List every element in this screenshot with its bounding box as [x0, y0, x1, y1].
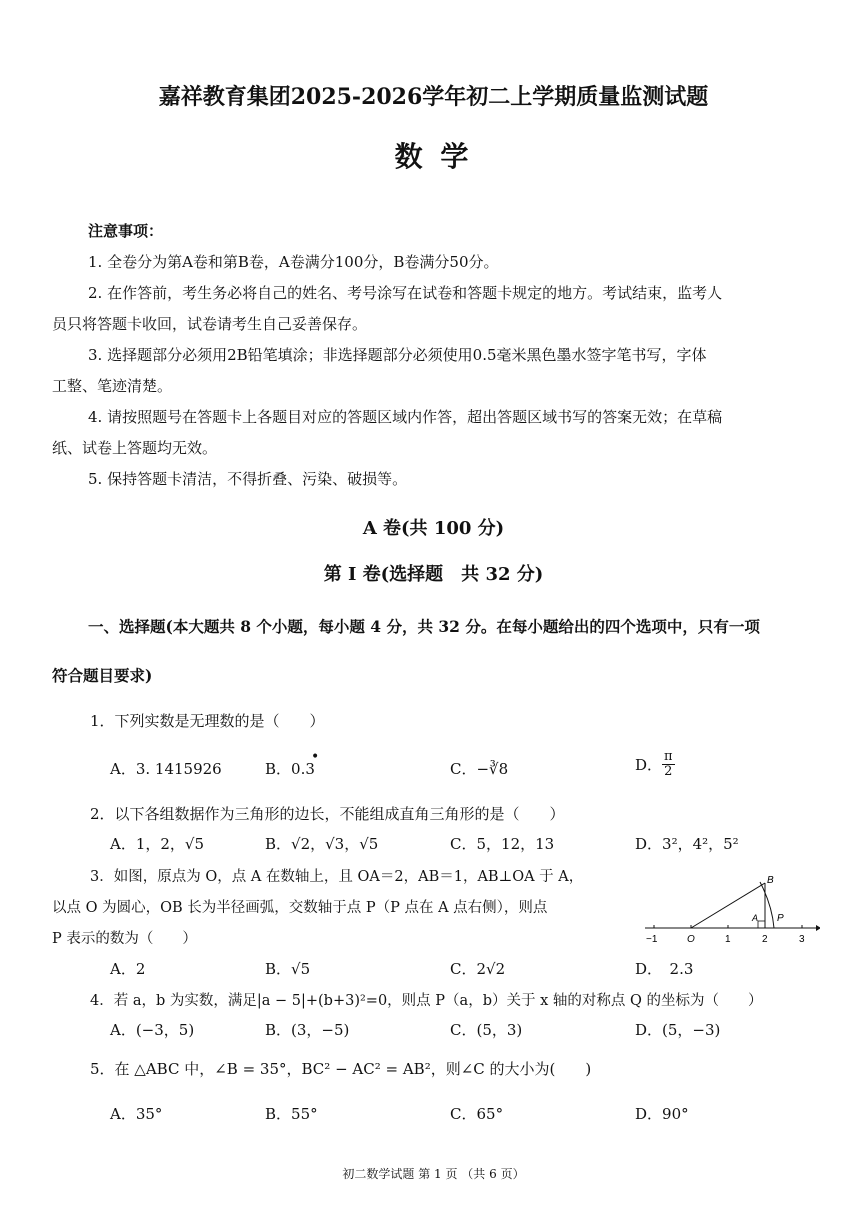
page-footer: 初二数学试题 第 1 页 （共 6 页） [342, 1167, 525, 1181]
repeat-dot-icon: • [311, 749, 320, 765]
tick-label: O [687, 934, 695, 945]
q2-option-b: B．√2，√3，√5 [265, 835, 379, 853]
q5-stem: 5．在 △ABC 中，∠B = 35°，BC² − AC² = AB²，则∠C 的大小为( ) [90, 1060, 592, 1078]
q4-option-d: D．(5，−3) [635, 1021, 721, 1039]
number-line-figure [640, 865, 820, 950]
q5-option-a: A．35° [110, 1105, 163, 1123]
q1-option-d: D． $\frac{\pi}{2}$ [635, 749, 673, 779]
q4-option-c: C．(5，3) [450, 1021, 523, 1039]
subject-title: 数 学 [394, 140, 473, 173]
instructions-line-1: 一、选择题(本大题共 8 个小题，每小题 4 分，共 32 分。在每小题给出的四个选项中，只有一项 [88, 617, 760, 636]
notice-item-1: 1. 全卷分为第A卷和第B卷，A卷满分100分，B卷满分50分。 [88, 253, 499, 271]
notice-item-4-cont: 纸、试卷上答题均无效。 [52, 439, 218, 457]
q3-line-1: 3．如图，原点为 O，点 A 在数轴上，且 OA＝2，AB＝1，AB⊥OA 于 A， [90, 869, 584, 885]
notice-item-3-cont: 工整、笔迹清楚。 [52, 377, 173, 395]
q3-line-2: 以点 O 为圆心，OB 长为半径画弧，交数轴于点 P（P 点在 A 点右侧），则点 [52, 900, 548, 916]
notice-item-3: 3. 选择题部分必须用2B铅笔填涂；非选择题部分必须使用0.5毫米黑色墨水签字笔书写，字体 [88, 346, 707, 364]
q2-option-a: A．1，2，√5 [110, 835, 205, 853]
tick-label: 3 [799, 934, 805, 945]
q5-option-b: B．55° [265, 1105, 318, 1123]
q2-option-c: C．5，12，13 [450, 835, 555, 853]
notice-heading: 注意事项： [88, 222, 164, 240]
notice-item-2: 2. 在作答前，考生务必将自己的姓名、考号涂写在试卷和答题卡规定的地方。考试结束，监考人 [88, 284, 723, 302]
point-label: B [767, 875, 774, 886]
repeating-decimal: 0.3 [291, 760, 315, 778]
notice-item-5: 5. 保持答题卡清洁，不得折叠、污染、破损等。 [88, 470, 408, 488]
tick-label: −1 [646, 934, 658, 945]
q5-option-d: D．90° [635, 1105, 689, 1123]
q1-option-b: B．0.3 [265, 760, 315, 778]
q2-option-d: D．3²，4²，5² [635, 835, 739, 853]
q4-option-b: B．(3，−5) [265, 1021, 350, 1039]
pi-over-2-fraction: $\frac{\pi}{2}$ [664, 749, 673, 779]
q3-option-a: A．2 [110, 960, 146, 978]
q5-option-c: C．65° [450, 1105, 504, 1123]
point-label: A [752, 913, 759, 923]
q3-option-b: B．√5 [265, 960, 311, 978]
q3-option-d: D． 2.3 [635, 960, 694, 978]
q4-stem: 4．若 a，b 为实数，满足|a − 5|+(b+3)²=0，则点 P（a，b）关于 x 轴的对称点 Q 的坐标为（ ） [90, 993, 763, 1009]
q2-stem: 2．以下各组数据作为三角形的边长，不能组成直角三角形的是（ ） [90, 805, 565, 823]
tick-label: 2 [762, 934, 768, 945]
q3-option-c: C．2√2 [450, 960, 506, 978]
tick-label: 1 [725, 934, 731, 945]
part-1-title: 第 I 卷(选择题 共 32 分) [323, 564, 544, 585]
q1-stem: 1．下列实数是无理数的是（ ） [90, 712, 325, 730]
point-label: P [777, 913, 784, 924]
q4-option-a: A．(−3，5) [110, 1021, 195, 1039]
section-a-title: A 卷(共 100 分) [362, 518, 505, 539]
q3-line-3: P 表示的数为（ ） [52, 931, 197, 947]
instructions-line-2: 符合题目要求) [52, 666, 153, 685]
notice-item-4: 4. 请按照题号在答题卡上各题目对应的答题区域内作答，超出答题区域书写的答案无效；在草稿 [88, 408, 723, 426]
exam-title: 嘉祥教育集团2025-2026学年初二上学期质量监测试题 [158, 84, 709, 110]
q1-option-c: C．−∛8 [450, 760, 509, 778]
q1-option-a: A．3. 1415926 [110, 760, 222, 778]
notice-item-2-cont: 员只将答题卡收回，试卷请考生自己妥善保存。 [52, 315, 368, 333]
